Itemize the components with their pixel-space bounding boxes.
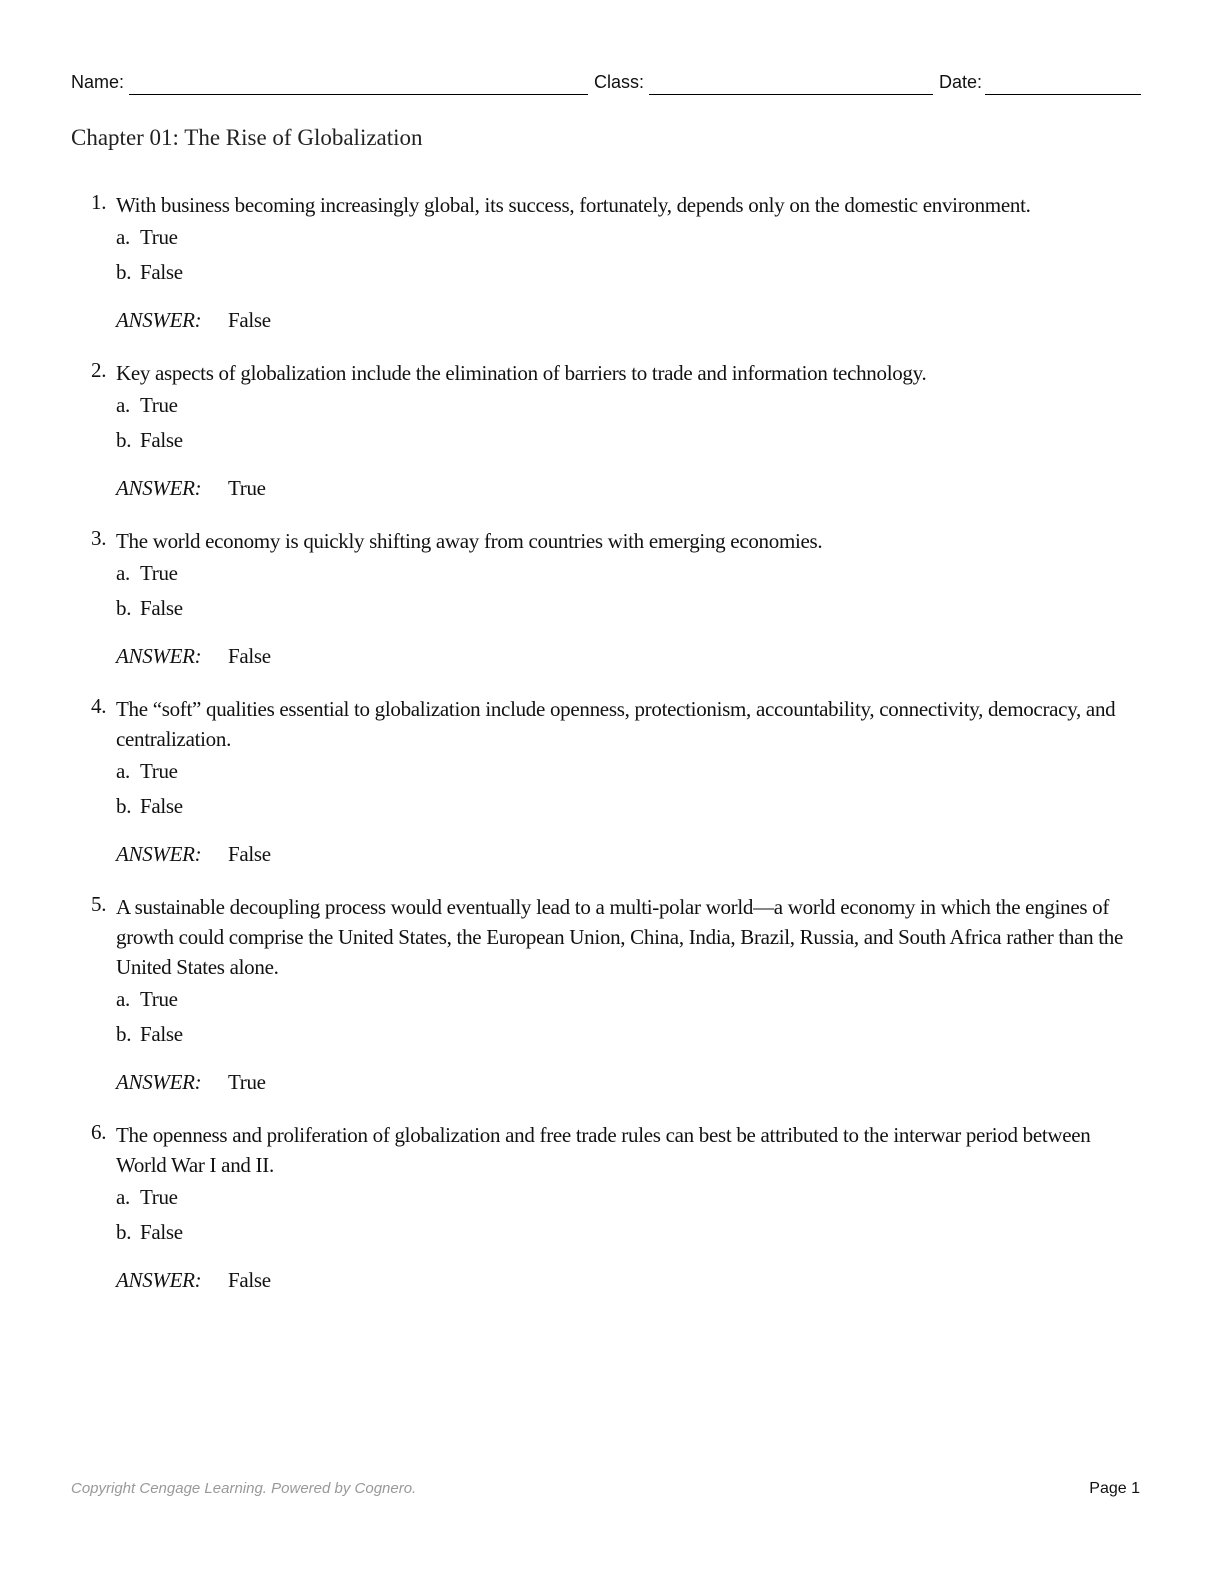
option-letter: a.	[116, 225, 130, 249]
option-a	[116, 220, 1141, 255]
answer-value: True	[228, 476, 266, 500]
option-b	[116, 423, 1141, 458]
question-number: 1.	[91, 190, 107, 214]
question-item	[91, 694, 1141, 869]
class-blank-line	[649, 94, 933, 95]
answer-line	[116, 1265, 1141, 1295]
question-text: The world economy is quickly shifting away from countries with emerging economies.	[116, 529, 823, 553]
option-text: True	[140, 225, 178, 249]
answer-label: ANSWER:	[116, 308, 202, 332]
question-item	[91, 526, 1141, 671]
answer-value: False	[228, 842, 271, 866]
option-letter: a.	[116, 393, 130, 417]
option-text: False	[140, 1022, 183, 1046]
answer-line	[116, 1067, 1141, 1097]
option-text: True	[140, 393, 178, 417]
option-letter: a.	[116, 1185, 130, 1209]
question-number: 4.	[91, 694, 107, 718]
option-a	[116, 1180, 1141, 1215]
option-text: False	[140, 794, 183, 818]
option-b	[116, 1017, 1141, 1052]
question-item	[91, 358, 1141, 503]
answer-label: ANSWER:	[116, 1268, 202, 1292]
option-a	[116, 754, 1141, 789]
option-letter: b.	[116, 428, 132, 452]
option-b	[116, 591, 1141, 626]
option-letter: b.	[116, 1220, 132, 1244]
answer-value: False	[228, 1268, 271, 1292]
option-text: False	[140, 260, 183, 284]
date-blank-line	[985, 94, 1141, 95]
answer-value: False	[228, 644, 271, 668]
answer-line	[116, 305, 1141, 335]
name-blank-line	[129, 94, 588, 95]
option-text: False	[140, 1220, 183, 1244]
option-text: False	[140, 428, 183, 452]
copyright-notice: Copyright Cengage Learning. Powered by Cognero.	[71, 1480, 417, 1497]
question-number: 5.	[91, 892, 107, 916]
name-label: Name:	[71, 72, 125, 92]
option-text: False	[140, 596, 183, 620]
option-text: True	[140, 561, 178, 585]
answer-value: False	[228, 308, 271, 332]
class-label: Class:	[594, 72, 645, 92]
answer-line	[116, 641, 1141, 671]
answer-label: ANSWER:	[116, 644, 202, 668]
option-letter: a.	[116, 759, 130, 783]
question-item	[91, 892, 1141, 1097]
answer-line	[116, 839, 1141, 869]
question-text: A sustainable decoupling process would eventually lead to a multi-polar world—a world economy in which the engines of growth could comprise the United States, the European Union, China, India, Brazil, Russia, and South Africa rather than the United States alone.	[116, 895, 1124, 979]
option-b	[116, 789, 1141, 824]
question-item	[91, 190, 1141, 335]
question-text: With business becoming increasingly global, its success, fortunately, depends only on the domestic environment.	[116, 193, 1031, 217]
option-b	[116, 255, 1141, 290]
option-letter: a.	[116, 987, 130, 1011]
option-text: True	[140, 987, 178, 1011]
option-a	[116, 982, 1141, 1017]
option-letter: b.	[116, 260, 132, 284]
question-number: 3.	[91, 526, 107, 550]
option-letter: b.	[116, 596, 132, 620]
option-a	[116, 388, 1141, 423]
answer-label: ANSWER:	[116, 476, 202, 500]
worksheet-header	[71, 72, 1141, 98]
option-b	[116, 1215, 1141, 1250]
question-text: Key aspects of globalization include the elimination of barriers to trade and information technology.	[116, 361, 927, 385]
option-letter: b.	[116, 1022, 132, 1046]
answer-value: True	[228, 1070, 266, 1094]
option-a	[116, 556, 1141, 591]
question-text: The openness and proliferation of globalization and free trade rules can best be attributed to the interwar period between World War I and II.	[116, 1123, 1091, 1177]
question-list	[91, 190, 1141, 1318]
answer-line	[116, 473, 1141, 503]
option-letter: a.	[116, 561, 130, 585]
question-number: 2.	[91, 358, 107, 382]
question-item	[91, 1120, 1141, 1295]
option-text: True	[140, 1185, 178, 1209]
chapter-title: Chapter 01: The Rise of Globalization	[71, 125, 423, 150]
date-label: Date:	[939, 72, 983, 92]
page-number: Page 1	[1089, 1480, 1140, 1497]
option-letter: b.	[116, 794, 132, 818]
option-text: True	[140, 759, 178, 783]
question-number: 6.	[91, 1120, 107, 1144]
answer-label: ANSWER:	[116, 842, 202, 866]
answer-label: ANSWER:	[116, 1070, 202, 1094]
question-text: The “soft” qualities essential to globalization include openness, protectionism, accountability, connectivity, democracy, and centralization.	[116, 697, 1116, 751]
